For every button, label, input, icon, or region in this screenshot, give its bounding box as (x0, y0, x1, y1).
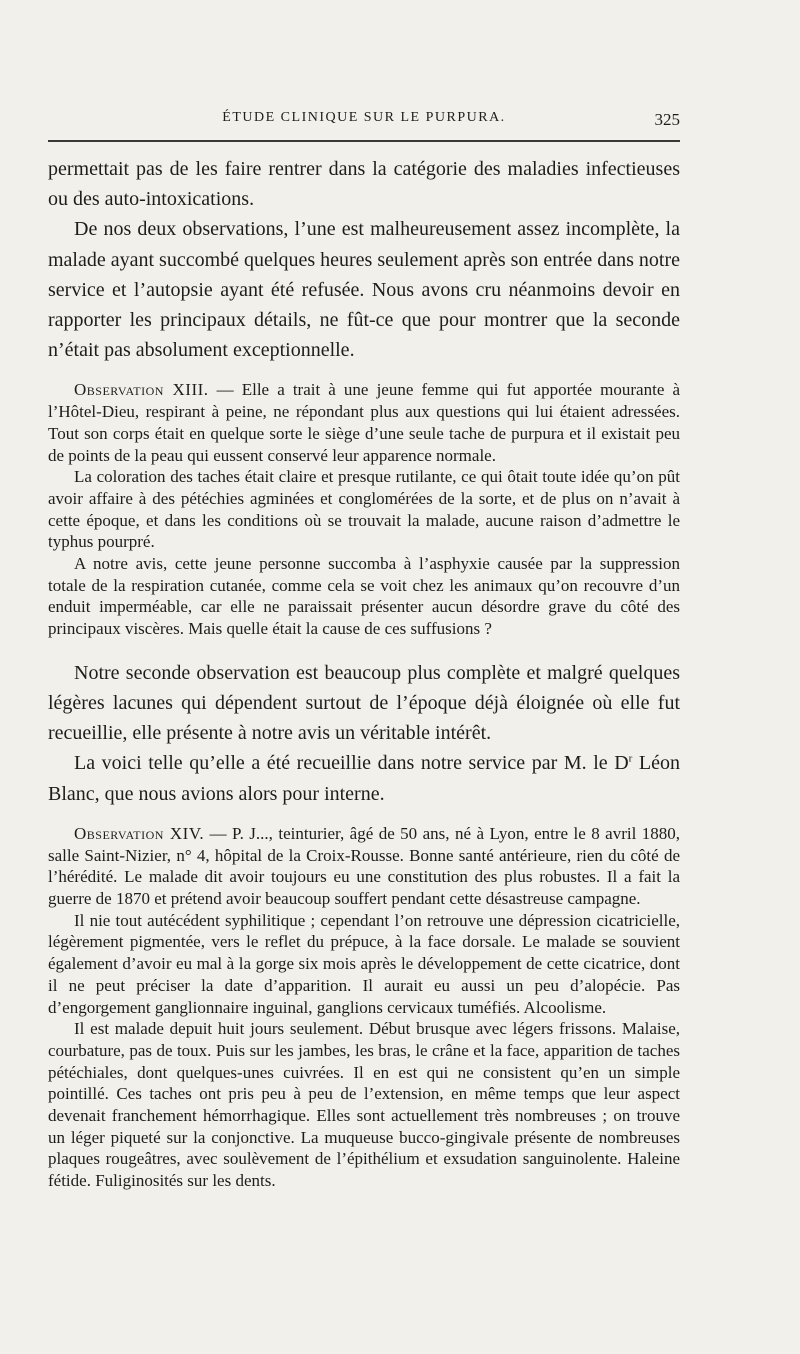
observation-14-text: — P. J..., teinturier, âgé de 50 ans, né à Lyon, entre le 8 avril 1880, salle Saint-Nizier, n° 4, hôpital de la Croix-Rousse. Bonne santé antérieure, rien du côté de l’hérédité. Le malade dit avoir toujours eu une constitution des plus robustes. Il a fait la guerre de 1870 et prétend avoir beaucoup souffert pendant cette désastreuse campagne. (48, 823, 680, 908)
collected-by-text-2: Léon Blanc, que nous avions alors pour interne. (48, 752, 681, 805)
observation-13-title: Observation XIII. (74, 380, 209, 400)
observation-13-paragraph-3: A notre avis, cette jeune personne succomba à l’asphyxie causée par la suppression totale de la respiration cutanée, comme cela se voit chez les animaux qu’on recouvre d’un enduit imperméable, car elle ne paraissait présenter aucun désordre grave du côté des principaux viscères. Mais quelle était la cause de ces suffusions ? (48, 554, 680, 639)
doctor-superscript: r (628, 752, 633, 765)
running-title: ÉTUDE CLINIQUE SUR LE PURPURA. (222, 110, 506, 125)
observation-14-paragraph-2: Il nie tout autécédent syphilitique ; cependant l’on retrouve une dépression cicatricielle, légèrement pigmentée, vers le reflet du prépuce, à la face dorsale. Le malade se souvient également d’avoir eu mal à la gorge six mois après le développement de cette cicatrice, dont il ne peut préciser la date d’apparition. Il aurait eu aussi un peu d’alopécie. Pas d’engorgement ganglionnaire inguinal, ganglions cervicaux tuméfiés. Alcoolisme. (48, 910, 680, 1017)
page-body (48, 154, 680, 1192)
page-number: 325 (654, 110, 680, 129)
observation-14-title: Observation XIV. (74, 823, 205, 843)
page-header (48, 110, 680, 132)
observation-13-text: — Elle a trait à une jeune femme qui fut apportée mourante à l’Hôtel-Dieu, respirant à peine, ne répondant plus aux questions qui lui étaient adressées. Tout son corps était en quelque sorte le siège d’une seule tache de purpura et il existait peu de points de la peau qui eussent conservé leur apparence normale. (48, 380, 680, 465)
observation-14-paragraph-3: Il est malade depuit huit jours seulement. Début brusque avec légers frissons. Malaise, courbature, pas de toux. Puis sur les jambes, les bras, le crâne et la face, apparition de taches pétéchiales, dont quelques-unes cuivrées. Il en est qui ne consistent qu’en un simple pointillé. Ces taches ont pris peu à peu de l’extension, en même temps que leur aspect devenait franchement hémorrhagique. Elles sont actuellement très nombreuses ; on trouve un léger piqueté sur la conjonctive. La muqueuse bucco-gingivale présente de nombreuses plaques rougeâtres, avec soulèvement de l’épithélium et exsudation sanguinolente. Haleine fétide. Fuliginosités sur les dents. (48, 1019, 680, 1191)
paragraph-collected-by (48, 748, 680, 808)
paragraph-continuation: permettait pas de les faire rentrer dans la catégorie des maladies infectieuses ou des auto-intoxications. (48, 158, 680, 211)
collected-by-text-1: La voici telle qu’elle a été recueillie dans notre service par M. le D (74, 752, 629, 775)
header-rule (48, 140, 680, 142)
paragraph-observations-intro: De nos deux observations, l’une est malheureusement assez incomplète, la malade ayant succombé quelques heures seulement après son entrée dans notre service et l’autopsie ayant été refusée. Nous avons cru néanmoins devoir en rapporter les principaux détails, ne fût-ce que pour montrer que la seconde n’était pas absolument exceptionnelle. (48, 218, 680, 362)
observation-13-paragraph-2: La coloration des taches était claire et presque rutilante, ce qui ôtait toute idée qu’on pût avoir affaire à des pétéchies agminées et conglomérées de la sorte, et de plus on n’avait à cette époque, et dans les conditions où se trouvait la malade, aucune raison d’admettre le typhus pourpré. (48, 467, 680, 552)
paragraph-second-observation: Notre seconde observation est beaucoup plus complète et malgré quelques légères lacunes qui dépendent surtout de l’époque déjà éloignée où elle fut recueillie, elle présente à notre avis un véritable intérêt. (48, 661, 680, 745)
observation-13 (48, 379, 680, 466)
observation-14 (48, 823, 680, 910)
